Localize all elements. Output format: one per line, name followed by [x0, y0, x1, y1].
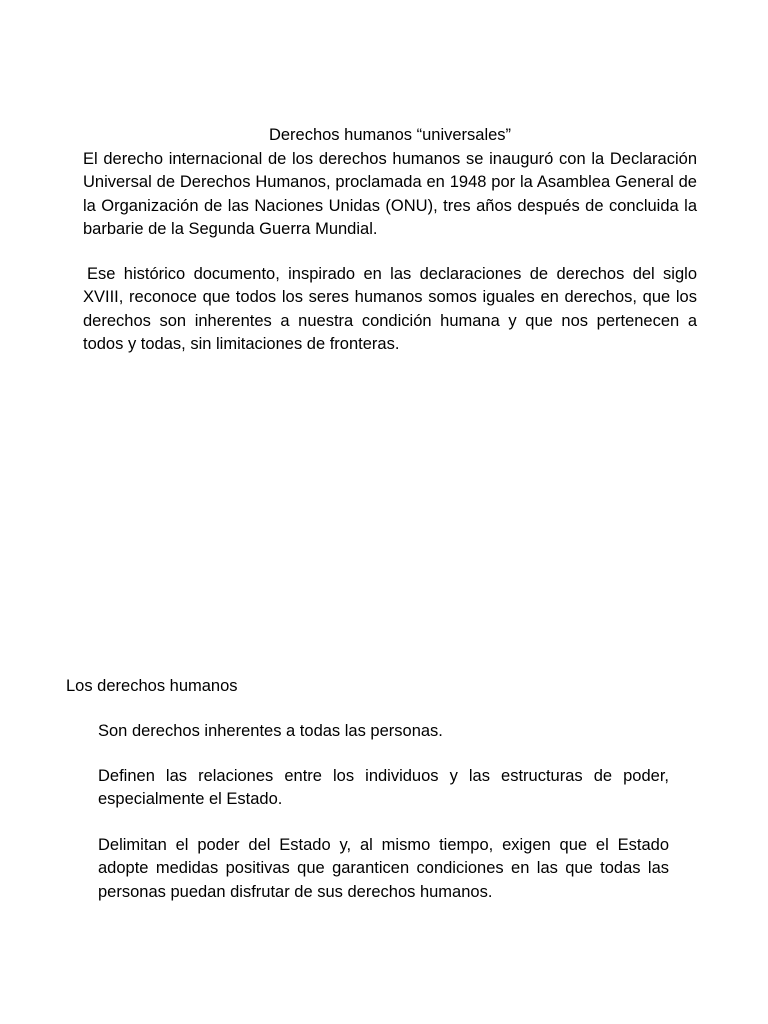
list-item: Son derechos inherentes a todas las personas. — [98, 722, 443, 740]
list-item: Delimitan el poder del Estado y, al mismo tiempo, exigen que el Estado adopte medidas positivas que garanticen condiciones en las que todas las personas puedan disfrutar de sus derechos humanos. — [98, 836, 669, 901]
document-title: Derechos humanos “universales” — [268, 126, 512, 144]
section-heading: Los derechos humanos — [66, 677, 238, 695]
history-paragraph: Ese histórico documento, inspirado en las declaraciones de derechos del siglo XVIII, reconoce que todos los seres humanos somos iguales en derechos, que los derechos son inherentes a nuestra condición humana y que nos pertenecen a todos y todas, sin limitaciones de fronteras. — [83, 265, 697, 353]
list-item: Definen las relaciones entre los individuos y las estructuras de poder, especialmente el Estado. — [98, 767, 669, 809]
intro-paragraph: El derecho internacional de los derechos humanos se inauguró con la Declaración Universal de Derechos Humanos, proclamada en 1948 por la Asamblea General de la Organización de las Naciones Unidas (ONU), tres años después de concluida la barbarie de la Segunda Guerra Mundial. — [83, 150, 697, 238]
